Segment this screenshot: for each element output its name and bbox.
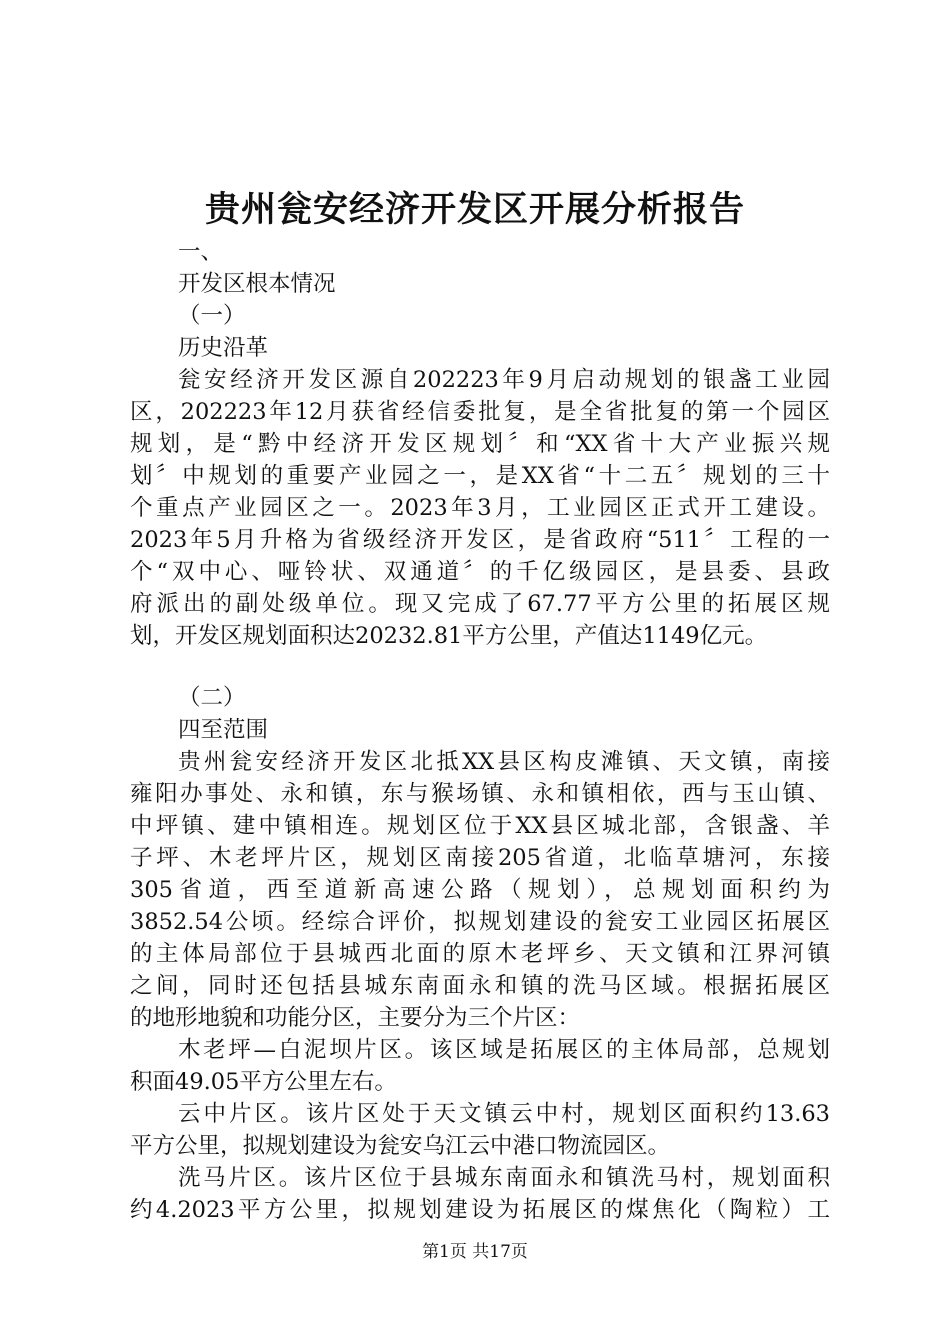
subheading-text: 四至范围 [178,717,269,743]
subheading-text: 历史沿革 [178,335,269,361]
text-line: 3852.54公顷。经综合评价，拟规划建设的瓮安工业园区拓展区 [130,909,830,935]
document-body [130,236,830,1226]
paragraph-mulaoping [130,1034,830,1098]
text-line: 之间，同时还包括县城东南面永和镇的洗马区域。根据拓展区 [130,973,830,999]
text-line: 规划，是“黔中经济开发区规划〞和“XX省十大产业振兴规 [130,431,830,457]
text-line: 个重点产业园区之一。2023年3月，工业园区正式开工建设。 [130,495,830,521]
paragraph-xima [130,1162,830,1226]
text-line: 中坪镇、建中镇相连。规划区位于XX县区城北部，含银盏、羊 [130,813,830,839]
text-line: 云中片区。该片区处于天文镇云中村，规划区面积约13.63 [178,1101,830,1127]
text-line: 瓮安经济开发区源自202223年9月启动规划的银盏工业园 [178,367,830,393]
text-line: 约4.2023平方公里，拟规划建设为拓展区的煤焦化（陶粒）工 [130,1197,830,1223]
paragraph-yunzhong [130,1098,830,1162]
paragraph-history [130,364,830,652]
text-line: 305省道，西至道新高速公路（规划），总规划面积约为 [130,877,830,903]
heading-number: 一、 [178,239,224,265]
text-line: 的地形地貌和功能分区，主要分为三个片区： [130,1005,581,1031]
text-line: 个“双中心、哑铃状、双通道〞的千亿级园区，是县委、县政 [130,559,830,585]
text-line: 平方公里，拟规划建设为瓮安乌江云中港口物流园区。 [130,1133,671,1159]
heading-text: 开发区根本情况 [178,271,336,297]
text-line: 木老坪—白泥坝片区。该区域是拓展区的主体局部，总规划 [178,1037,830,1063]
text-line: 贵州瓮安经济开发区北抵XX县区构皮滩镇、天文镇，南接 [178,749,830,775]
page-footer: 第1页 共17页 [422,1242,528,1262]
text-line: 2023年5月升格为省级经济开发区，是省政府“511〞工程的一 [130,527,830,553]
text-line: 划，开发区规划面积达20232.81平方公里，产值达1149亿元。 [130,623,768,649]
text-line: 区，202223年12月获省经信委批复，是全省批复的第一个园区 [130,399,830,425]
text-line: 府派出的副处级单位。现又完成了67.77平方公里的拓展区规 [130,591,830,617]
text-line: 积面49.05平方公里左右。 [130,1069,397,1095]
text-line: 雍阳办事处、永和镇，东与猴场镇、永和镇相依，西与玉山镇、 [130,781,830,807]
text-line: 洗马片区。该片区位于县城东南面永和镇洗马村，规划面积 [178,1165,830,1191]
paragraph-boundaries [130,746,830,1034]
subheading-number: （一） [178,303,246,329]
page-title: 贵州瓮安经济开发区开展分析报告 [204,189,745,230]
subheading-number: （二） [178,685,246,711]
text-line: 的主体局部位于县城西北面的原木老坪乡、天文镇和江界河镇 [130,941,830,967]
text-line: 划〞中规划的重要产业园之一，是XX省“十二五〞规划的三十 [130,463,830,489]
text-line: 子坪、木老坪片区，规划区南接205省道，北临草塘河，东接 [130,845,830,871]
